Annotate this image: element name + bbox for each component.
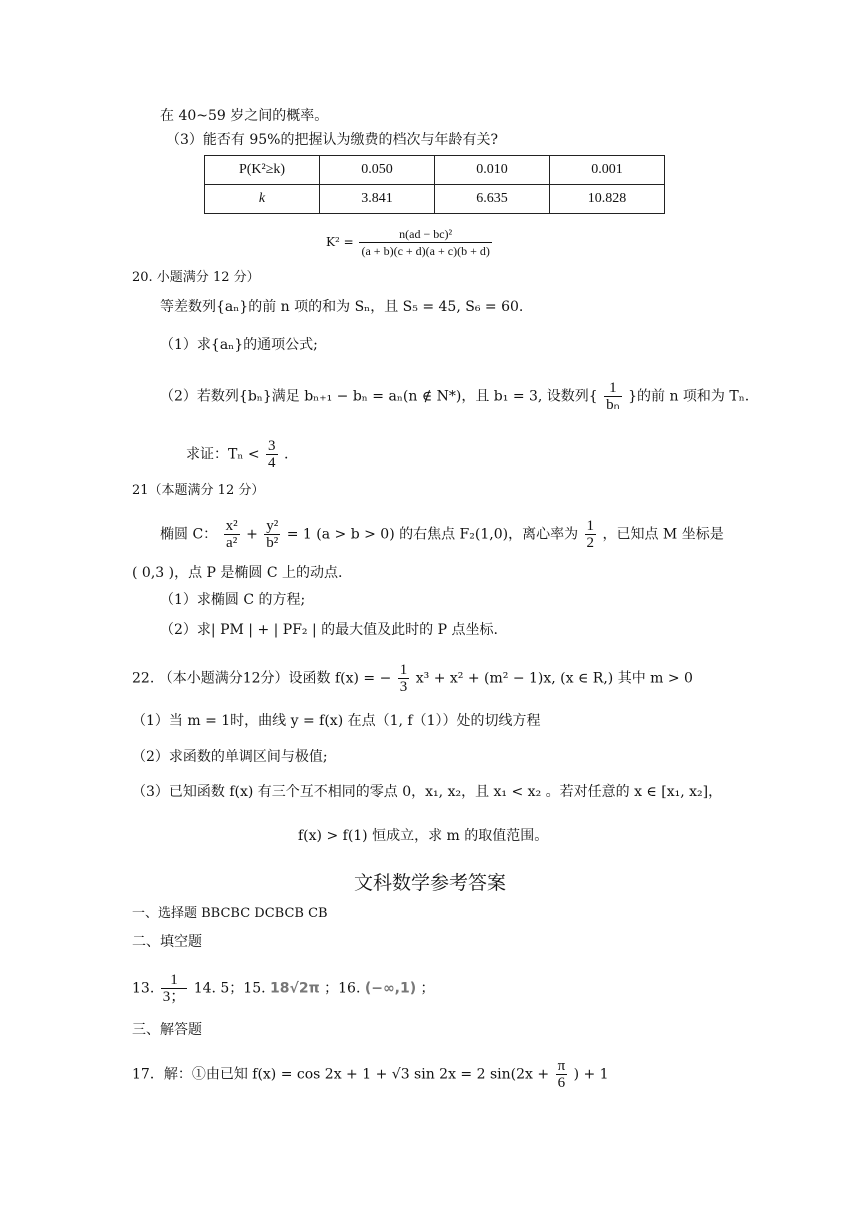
q22-text-a: 22. （本小题满分12分）设函数 f(x) = − <box>132 670 392 687</box>
answers-title: 文科数学参考答案 <box>353 872 506 894</box>
plus-sign: + <box>246 526 258 543</box>
answers-fill-heading: 二、填空题 <box>132 934 202 950</box>
table-cell: k <box>205 185 320 214</box>
fill-13-fraction <box>161 972 188 1005</box>
q22-line1 <box>132 662 693 695</box>
q19-part3: （3）能否有 95%的把握认为缴费的档次与年龄有关? <box>166 132 498 148</box>
fraction-denominator: 6 <box>557 1075 566 1091</box>
answers-fill <box>132 972 435 1005</box>
fill-13-label: 13. <box>132 980 155 997</box>
table-cell: 6.635 <box>435 185 550 214</box>
q21-line1 <box>160 518 724 551</box>
q20-part2-text-b: }的前 n 项和为 Tₙ. <box>628 388 750 405</box>
formula-fraction <box>359 226 491 259</box>
fraction-numerator: 1 <box>604 380 621 397</box>
fraction-numerator: π <box>557 1058 566 1074</box>
table-cell: 3.841 <box>320 185 435 214</box>
q21-part1: （1）求椭圆 C 的方程; <box>160 592 306 608</box>
fraction-numerator: 1 <box>161 972 188 989</box>
pi-sixth-fraction <box>556 1058 568 1091</box>
q20-part1: （1）求{aₙ}的通项公式; <box>160 337 318 353</box>
q17-text-a: 17．解：①由已知 f(x) = cos 2x + 1 + √3 sin 2x = 2 sin(2x + <box>132 1066 550 1083</box>
formula-numerator: n(ad − bc)² <box>359 226 491 243</box>
fraction-numerator: 1 <box>399 662 408 678</box>
q20-part2 <box>160 380 749 413</box>
q20-proof-text: 求证：Tₙ < <box>186 446 260 463</box>
q20-line1: 等差数列{aₙ}的前 n 项的和为 Sₙ，且 S₅ = 45, S₆ = 60. <box>160 299 524 315</box>
table-cell: P(K²≥k) <box>205 156 320 185</box>
q21-part2: （2）求| PM | + | PF₂ | 的最大值及此时的 P 点坐标. <box>160 622 498 638</box>
k2-formula <box>326 226 494 259</box>
fraction-denominator: 2 <box>586 535 595 551</box>
eccentricity-fraction <box>585 518 597 551</box>
fill-15-answer: 18√2π <box>270 980 320 997</box>
q20-part2-text-a: （2）若数列{bₙ}满足 bₙ₊₁ − bₙ = aₙ(n ∉ N*)，且 b₁ = 3, 设数列{ <box>160 388 598 405</box>
q21-line2: ( 0,3 )，点 P 是椭圆 C 上的动点. <box>132 565 343 581</box>
table-cell: 0.001 <box>550 156 665 185</box>
q19-prob-line: 在 40~59 岁之间的概率。 <box>160 108 329 124</box>
fraction-denominator: 3 <box>399 679 408 695</box>
q22-text-b: x³ + x² + (m² − 1)x, (x ∈ R,) 其中 m > 0 <box>415 670 693 687</box>
formula-denominator: (a + b)(c + d)(a + c)(b + d) <box>361 244 490 258</box>
q17-solution <box>132 1058 609 1091</box>
critical-value-table <box>204 155 665 214</box>
q20-proof-end: . <box>283 446 289 463</box>
fraction-denominator: b² <box>266 535 279 551</box>
table-row <box>205 156 665 185</box>
q20-proof <box>186 438 288 471</box>
fraction-denominator: a² <box>226 535 238 551</box>
fraction-numerator: x² <box>225 518 238 534</box>
formula-lhs: K² = <box>326 235 354 249</box>
table-cell: 0.050 <box>320 156 435 185</box>
fraction-numerator: y² <box>266 518 279 534</box>
ellipse-y-fraction <box>264 518 280 551</box>
fraction-numerator: 1 <box>586 518 595 534</box>
table-row <box>205 185 665 214</box>
bound-fraction <box>266 438 278 471</box>
q20-heading: 20. 小题满分 12 分） <box>132 270 260 285</box>
fill-16-label: ；16. <box>324 980 361 997</box>
q22-part1: （1）当 m = 1时，曲线 y = f(x) 在点（1, f（1））处的切线方程 <box>132 713 541 729</box>
q22-part2: （2）求函数的单调区间与极值; <box>132 749 328 765</box>
answers-choice: 一、选择题 BBCBC DCBCB CB <box>132 906 328 921</box>
table-cell: 10.828 <box>550 185 665 214</box>
third-fraction <box>398 662 410 695</box>
q21-text-b: = 1 (a > b > 0) 的右焦点 F₂(1,0)，离心率为 <box>286 526 579 543</box>
fill-16-answer: (−∞,1) <box>364 980 417 997</box>
q17-text-b: ) + 1 <box>573 1066 609 1083</box>
fraction-denominator: 3； <box>162 989 186 1005</box>
table-cell: 0.010 <box>435 156 550 185</box>
ellipse-x-fraction <box>224 518 240 551</box>
fraction-denominator: bₙ <box>606 397 620 413</box>
q21-text-c: ，已知点 M 坐标是 <box>602 526 724 543</box>
reciprocal-fraction <box>604 380 621 413</box>
q22-part3: （3）已知函数 f(x) 有三个互不相同的零点 0，x₁, x₂，且 x₁ < x₂ 。若对任意的 x ∈ [x₁, x₂]， <box>132 784 723 800</box>
fraction-denominator: 4 <box>268 455 276 471</box>
q21-heading: 21（本题满分 12 分） <box>132 483 265 498</box>
fill-end: ； <box>420 980 435 997</box>
fraction-numerator: 3 <box>268 438 276 454</box>
q21-text-a: 椭圆 C： <box>160 526 218 543</box>
answers-solution-heading: 三、解答题 <box>132 1022 202 1038</box>
q22-part3-cont: f(x) > f(1) 恒成立，求 m 的取值范围。 <box>298 828 549 844</box>
fill-14-15-label: 14. 5；15. <box>193 980 266 997</box>
